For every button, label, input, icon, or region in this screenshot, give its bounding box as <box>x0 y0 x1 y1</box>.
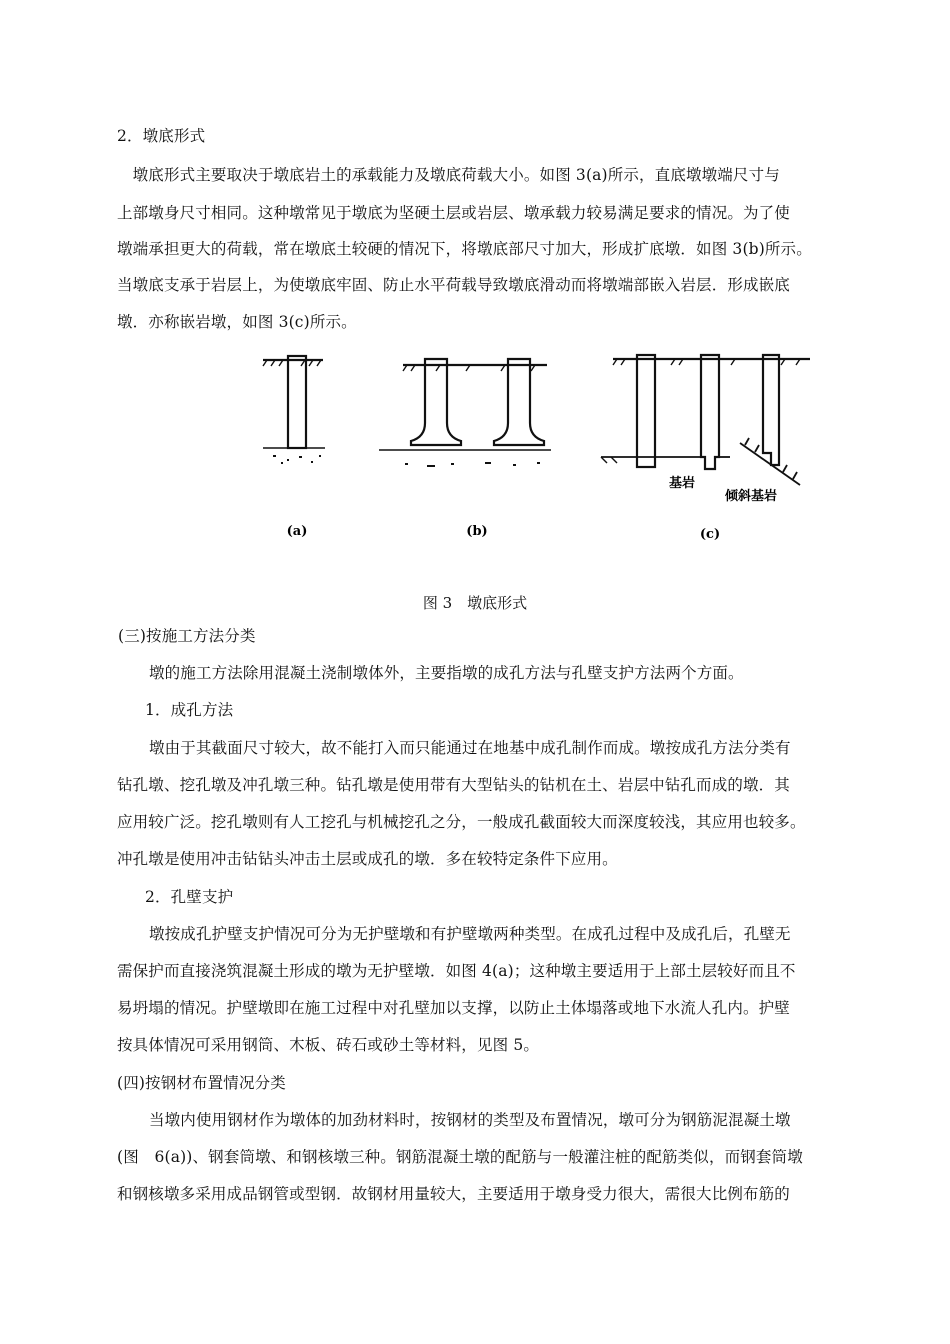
figure-caption: 图 3 墩底形式 <box>422 594 528 612</box>
paragraph-line: 墩底形式主要取决于墩底岩土的承载能力及墩底荷载大小。如图 3(a)所示，直底墩墩端尺寸与 <box>117 166 780 184</box>
paragraph-line: 应用较广泛。挖孔墩则有人工挖孔与机械挖孔之分，一般成孔截面较大而深度较浅，其应用也较多。 <box>117 813 806 831</box>
paragraph-line: (图 6(a))、钢套筒墩、和钢核墩三种。钢筋混凝土墩的配筋与一般灌注桩的配筋类似，而钢套筒墩 <box>117 1148 803 1166</box>
section-heading: 2．墩底形式 <box>117 127 206 145</box>
figure-label-c: (c) <box>699 527 721 542</box>
paragraph-line: 易坍塌的情况。护壁墩即在施工过程中对孔壁加以支撑，以防止土体塌落或地下水流人孔内。护壁 <box>117 999 790 1017</box>
paragraph-line: 冲孔墩是使用冲击钻钻头冲击土层或成孔的墩．多在较特定条件下应用。 <box>117 850 618 868</box>
inclined-bedrock-label: 倾斜基岩 <box>725 489 778 504</box>
paragraph-line: 墩按成孔护壁支护情况可分为无护壁墩和有护壁墩两种类型。在成孔过程中及成孔后，孔壁无 <box>149 925 791 943</box>
figure-label-a: (a) <box>286 524 308 539</box>
pier-base-figure <box>255 345 815 555</box>
paragraph-line: 上部墩身尺寸相同。这种墩常见于墩底为坚硬土层或岩层、墩承载力较易满足要求的情况。为了使 <box>117 204 790 222</box>
paragraph-line: 墩．亦称嵌岩墩，如图 3(c)所示。 <box>117 313 357 331</box>
paragraph-line: 钻孔墩、挖孔墩及冲孔墩三种。钻孔墩是使用带有大型钻头的钻机在土、岩层中钻孔而成的墩．其 <box>117 776 790 794</box>
subsection-heading: 2．孔壁支护 <box>145 888 234 906</box>
figure-a-diagram <box>263 356 325 464</box>
paragraph-line: 墩的施工方法除用混凝土浇制墩体外，主要指墩的成孔方法与孔壁支护方法两个方面。 <box>149 664 744 682</box>
paragraph-line: 当墩底支承于岩层上，为使墩底牢固、防止水平荷载导致墩底滑动而将墩端部嵌入岩层．形成嵌底 <box>117 276 790 294</box>
figure-c-diagram <box>601 355 810 485</box>
subsection-heading: 1．成孔方法 <box>145 701 234 719</box>
paragraph-line: 当墩内使用钢材作为墩体的加劲材料时，按钢材的类型及布置情况，墩可分为钢筋泥混凝土墩 <box>149 1111 791 1129</box>
paragraph-line: 墩端承担更大的荷载，常在墩底土较硬的情况下，将墩底部尺寸加大，形成扩底墩．如图 3(b)所示。 <box>117 240 812 258</box>
figure-b-diagram <box>379 359 551 467</box>
paragraph-line: 墩由于其截面尺寸较大，故不能打入而只能通过在地基中成孔制作而成。墩按成孔方法分类有 <box>149 739 791 757</box>
bedrock-label: 基岩 <box>669 476 696 491</box>
paragraph-line: 需保护而直接浇筑混凝土形成的墩为无护壁墩．如图 4(a)；这种墩主要适用于上部土层较好而且不 <box>117 962 796 980</box>
section-heading: (四)按钢材布置情况分类 <box>117 1074 286 1092</box>
paragraph-line: 按具体情况可采用钢筒、木板、砖石或砂土等材料，见图 5。 <box>117 1036 539 1054</box>
paragraph-line: 和钢核墩多采用成品钢管或型钢．故钢材用量较大，主要适用于墩身受力很大，需很大比例布筋的 <box>117 1185 790 1203</box>
section-heading: (三)按施工方法分类 <box>118 627 256 645</box>
figure-label-b: (b) <box>466 524 488 539</box>
